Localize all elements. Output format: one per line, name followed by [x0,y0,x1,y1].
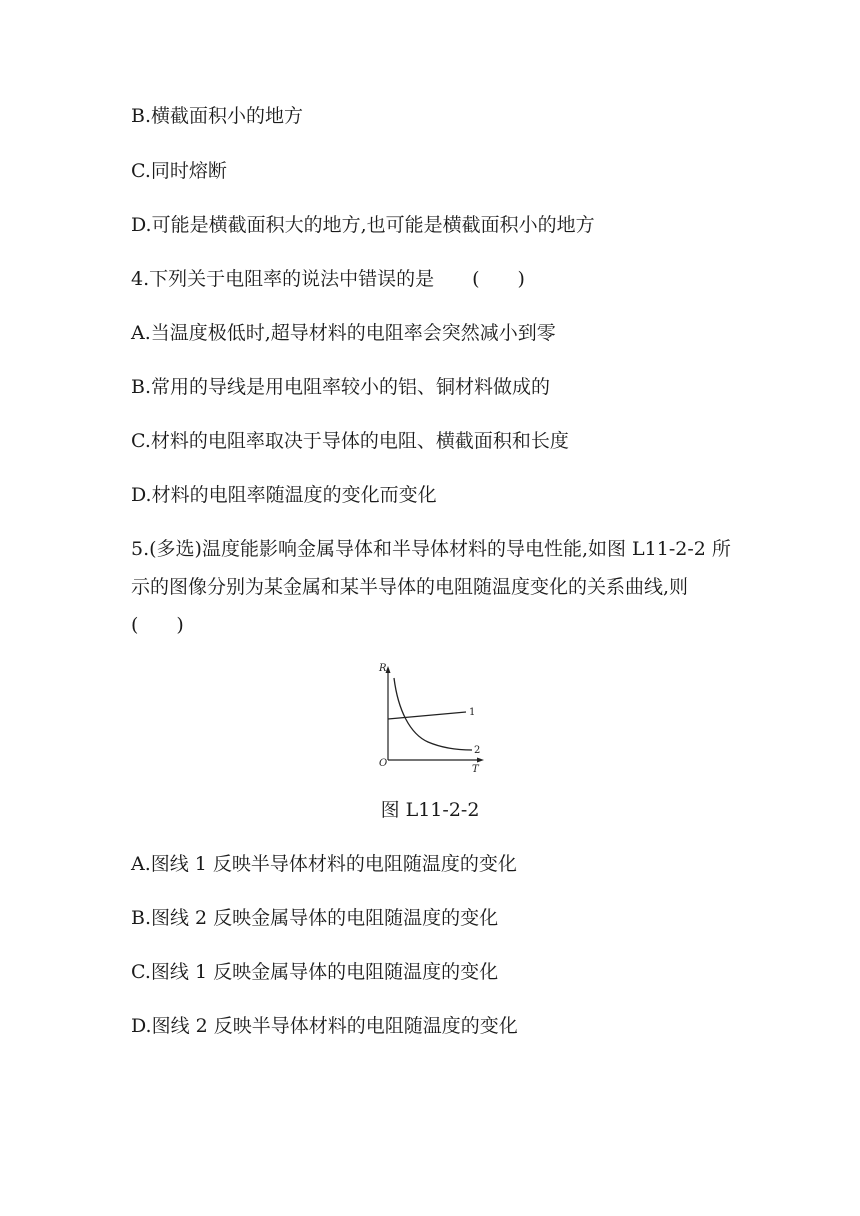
origin-label: O [379,758,388,769]
figure-caption: 图 L11-2-2 [380,799,480,821]
q5-option-b: B.图线 2 反映金属导体的电阻随温度的变化 [131,907,499,929]
q3-option-d: D.可能是横截面积大的地方,也可能是横截面积小的地方 [131,214,595,236]
q3-option-c: C.同时熔断 [131,160,227,182]
resistance-temperature-figure [378,660,488,775]
x-axis-arrow [477,758,484,763]
q5-option-d: D.图线 2 反映半导体材料的电阻随温度的变化 [131,1015,518,1037]
q4-option-d: D.材料的电阻率随温度的变化而变化 [131,484,437,506]
x-axis-label: T [472,764,479,775]
q4-option-a: A.当温度极低时,超导材料的电阻率会突然减小到零 [131,322,556,344]
curve-2-label: 2 [474,745,481,756]
q3-option-b: B.横截面积小的地方 [131,105,304,127]
q4-option-b: B.常用的导线是用电阻率较小的铝、铜材料做成的 [131,376,551,398]
y-axis-label: R [379,663,387,674]
q4-stem: 4.下列关于电阻率的说法中错误的是 ( ) [131,268,525,290]
q5-option-c: C.图线 1 反映金属导体的电阻随温度的变化 [131,961,499,983]
q5-option-a: A.图线 1 反映半导体材料的电阻随温度的变化 [131,853,517,875]
q5-stem: 5.(多选)温度能影响金属导体和半导体材料的导电性能,如图 L11-2-2 所示的图像分别为某金属和某半导体的电阻随温度变化的关系曲线,则 ( ) [131,538,731,636]
curve-1-label: 1 [469,707,476,718]
figure-graph [378,660,488,775]
curve-1 [388,712,466,719]
curve-2 [394,678,472,750]
q4-option-c: C.材料的电阻率取决于导体的电阻、横截面积和长度 [131,430,569,452]
